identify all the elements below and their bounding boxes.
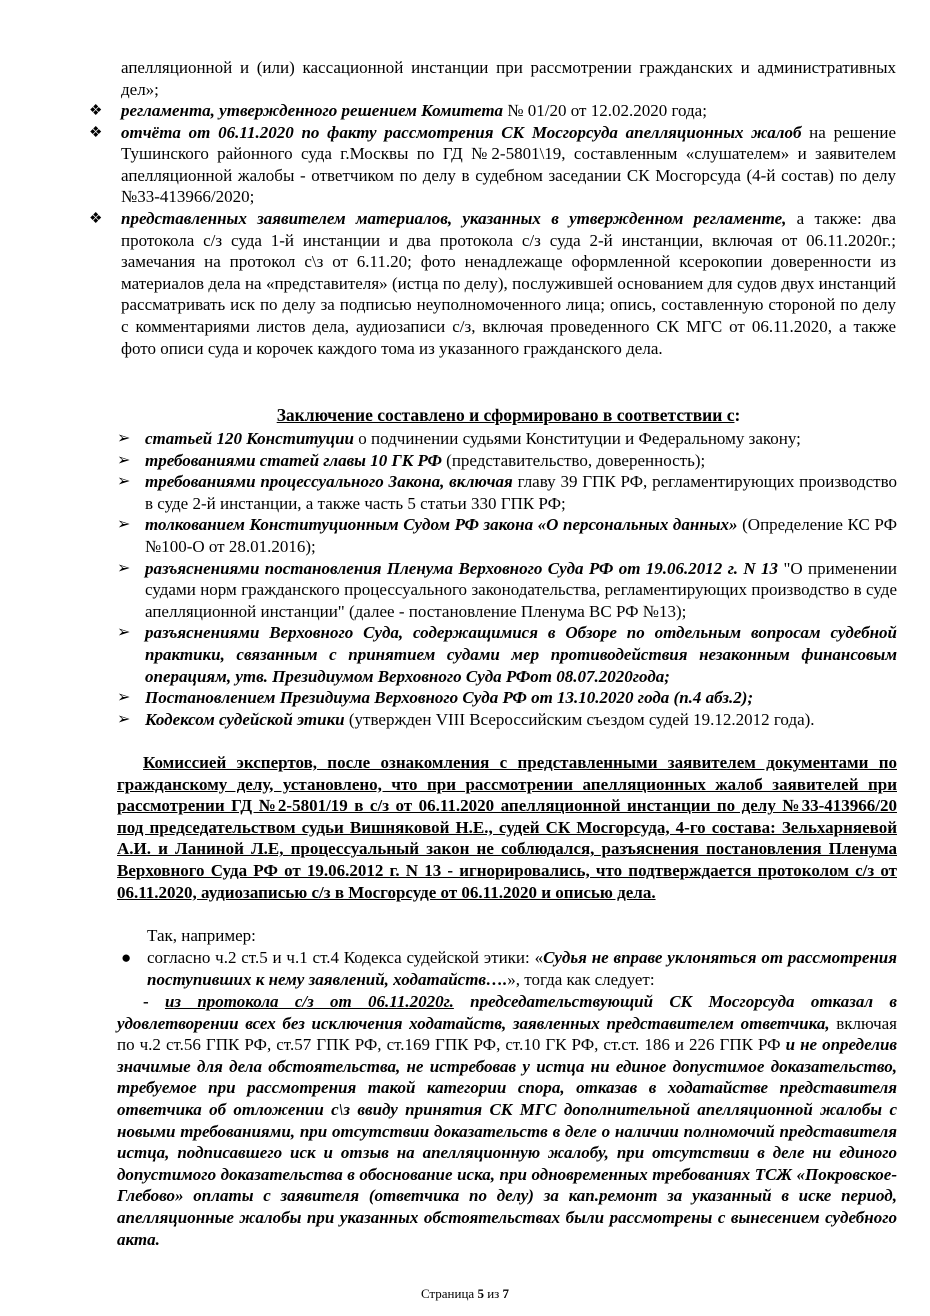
compliance-item-text: о подчинении судьями Конституции и Федеральному закону; — [354, 429, 801, 448]
compliance-item-emphasis: требованиями процессуального Закона, включая — [145, 472, 513, 492]
compliance-item-text: (Определение КС РФ №100-О от 28.01.2016); — [145, 515, 897, 556]
compliance-item — [117, 558, 897, 623]
dot-bullet-icon: ● — [121, 948, 132, 967]
diamond-bullet-icon: ❖ — [89, 103, 103, 119]
compliance-item-text: (утвержден VIII Всероссийским съездом судей 19.12.2012 года). — [344, 709, 815, 729]
arrow-bullet-icon: ➢ — [117, 516, 131, 534]
basis-item-emphasis: регламента, утвержденного решением Комитета — [121, 101, 504, 120]
arrow-bullet-icon: ➢ — [117, 624, 131, 642]
arrow-bullet-icon: ➢ — [117, 473, 131, 491]
compliance-item — [117, 687, 897, 709]
arrow-bullet-icon: ➢ — [117, 710, 131, 728]
protocol-lead: из протокола с/з от 06.11.2020г. — [164, 992, 454, 1011]
page-total: 7 — [502, 1286, 510, 1301]
compliance-item — [117, 450, 897, 472]
compliance-item — [117, 471, 897, 514]
basis-item-text: а также: два протокола с/з суда 1-й инстанции и два протокола с/з суда 2-й инстанции, включая от 06.11.2020г.; замечания на протокол с\з от 6.11.20; фото ненадлежаще оформленной ксерокопии доверенности из материалов дела на «представителя» (истца по делу), послужившей основанием для судов двух инстанций рассматривать иск по делу за подписью неуполномоченного лица; опись, составленную стороной по делу с комментариями листов дела, аудиозаписи с/з, включая проведенного СК МГС от 06.11.2020, а также фото описи суда и корочек каждого тома из указанного гражданского дела. — [121, 208, 896, 358]
arrow-bullet-icon: ➢ — [117, 430, 131, 447]
heading-text: Заключение составлено и сформировано в соответствии с — [276, 405, 735, 425]
heading-colon: : — [734, 405, 741, 425]
compliance-item — [117, 709, 897, 731]
basis-item — [89, 100, 896, 122]
basis-item-emphasis: представленных заявителем материалов, указанных в утвержденном регламенте, — [121, 208, 787, 228]
basis-item-text: на решение Тушинского районного суда г.Москвы по ГД №2-5801\19, составленным «слушателем» и заявителем апелляционной жалобы - ответчиком по делу в судебном заседании СК Мосгорсуда (4-й состав) по делу №33-413966/2020; — [121, 122, 896, 207]
footer-prefix: Страница — [420, 1286, 478, 1301]
ethics-prefix: согласно ч.2 ст.5 и ч.1 ст.4 Кодекса судейской этики: « — [147, 948, 544, 967]
compliance-item-text: "О применении судами норм гражданского процессуального законодательства, регламентирующих производство в суде апелляционной инстанции" (далее - постановление Пленума ВС РФ №13); — [145, 558, 897, 621]
compliance-item-emphasis: Кодексом судейской этики — [145, 709, 345, 729]
compliance-item-text: главу 39 ГПК РФ, регламентирующих производство в суде 2-й инстанции, а также часть 5 статьи 330 ГПК РФ; — [145, 472, 897, 513]
compliance-item-emphasis: разъяснениями Верховного Суда, содержащимися в Обзоре по отдельным вопросам судебной практики, связанным с принятием судами мер противодействия незаконным финансовым операциям, утв. Президиумом Верховного Суда РФот 08.07.2020года; — [145, 623, 897, 686]
compliance-item-emphasis: Постановлением Президиума Верховного Суда РФ от 13.10.2020 года (п.4 абз.2); — [145, 688, 754, 708]
compliance-item-emphasis: статьей 120 Конституции — [145, 429, 355, 448]
compliance-item — [117, 428, 897, 450]
basis-item-emphasis: отчёта от 06.11.2020 по факту рассмотрения СК Мосгорсуда апелляционных жалоб — [121, 122, 802, 142]
footer-middle: из — [483, 1286, 503, 1301]
protocol-part1: председательствующий СК Мосгорсуда отказал в удовлетворении всех без исключения ходатайств, заявленных представителем ответчика, — [117, 992, 897, 1033]
ethics-bullet — [121, 947, 897, 990]
compliance-item-emphasis: требованиями статей главы 10 ГК РФ — [145, 450, 442, 470]
compliance-item — [117, 514, 897, 557]
ethics-suffix: », тогда как следует: — [507, 969, 655, 989]
commission-paragraph: Комиссией экспертов, после ознакомления с представленными заявителем документами по гражданскому делу, установлено, что при рассмотрении апелляционных жалоб заявителей при рассмотрении ГД №2-5801/19 в с/з от 06.11.2020 апелляционной инстанции по делу №33-413966/20 под председательством судьи Вишняковой Н.Е., судей СК Мосгорсуда, 4-го состава: Зельхарняевой А.И. и Ланиной Л.Е, процессуальный закон не соблюдался, разъяснения постановления Пленума Верховного Суда РФ от 19.06.2012 г. N 13 - игнорировались, что подтверждается протоколом с/з от 06.11.2020, аудиозаписью с/з в Мосгорсуде от 06.11.2020 и описью дела. — [117, 753, 897, 902]
basis-item — [89, 122, 896, 208]
protocol-dash: - — [143, 992, 165, 1011]
ethics-quote: Судья не вправе уклоняться от рассмотрения поступивших к нему заявлений, ходатайств…. — [147, 948, 898, 989]
arrow-bullet-icon: ➢ — [117, 451, 131, 469]
arrow-bullet-icon: ➢ — [117, 559, 131, 577]
diamond-bullet-icon: ❖ — [89, 210, 103, 227]
compliance-item — [117, 622, 897, 687]
example-intro: Так, например: — [147, 926, 256, 945]
protocol-part2: включая по ч.2 ст.56 ГПК РФ, ст.57 ГПК РФ, ст.169 ГПК РФ, ст.10 ГК РФ, ст.ст. 186 и 226 ГПК РФ — [117, 1013, 897, 1055]
compliance-item-text: (представительство, доверенность); — [441, 450, 706, 470]
basis-item — [89, 208, 896, 359]
protocol-part3: и не определив значимые для дела обстоятельства, не истребовав у истца ни единое допустимое доказательство, требуемое при рассмотрения такой категории спора, отказав в ходатайстве представителя ответчика об отложении с\з ввиду принятия СК МГС дополнительной апелляционной жалобы с новыми требованиями, при отсутствии доказательств в деле о наличии полномочий представителя истца, подписавшего иск и отзыв на апелляционную жалобу, при отсутствии в деле ни единого допустимого доказательства в обоснование иска, при одновременных требованиях ТСЖ «Покровское-Глебово» оплаты с заявителя (ответчика по делу) за кап.ремонт за указанный в иске период, апелляционные жалобы при указанных обстоятельствах были рассмотрены с вынесением судебного акта. — [117, 1035, 897, 1249]
arrow-bullet-icon: ➢ — [117, 689, 131, 707]
section-heading — [121, 405, 896, 427]
compliance-list — [117, 428, 897, 730]
intro-continuation: апелляционной и (или) кассационной инстанции при рассмотрении гражданских и административных дел»; — [121, 58, 896, 99]
compliance-item-emphasis: толкованием Конституционным Судом РФ закона «О персональных данных» — [145, 515, 738, 535]
compliance-item-emphasis: разъяснениями постановления Пленума Верховного Суда РФ от 19.06.2012 г. N 13 — [145, 558, 779, 578]
basis-list — [89, 100, 896, 359]
protocol-paragraph — [117, 991, 897, 1250]
page-number: 5 — [477, 1286, 484, 1301]
diamond-bullet-icon: ❖ — [89, 124, 103, 141]
page-footer — [0, 1283, 930, 1305]
basis-item-text: № 01/20 от 12.02.2020 года; — [503, 101, 707, 120]
